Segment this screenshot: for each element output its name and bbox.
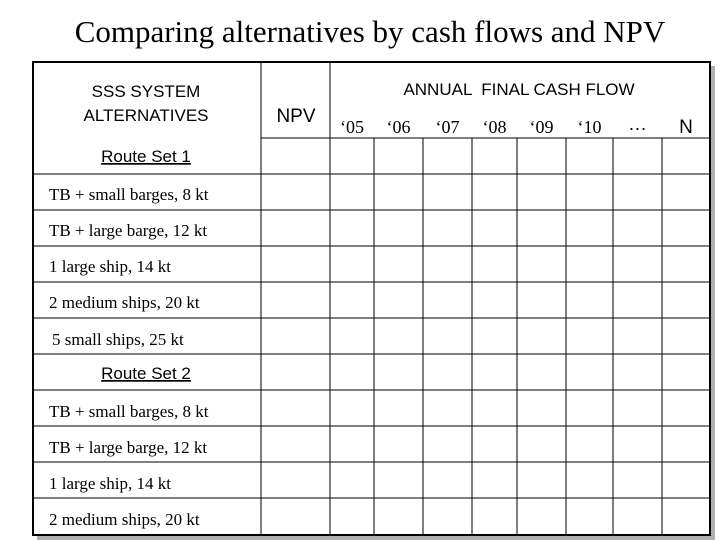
year-header-6: … (628, 114, 647, 134)
alternatives-header-line1: SSS SYSTEM (91, 82, 201, 101)
alternative-row-label: TB + small barges, 8 kt (49, 402, 209, 421)
year-header-4: ‘09 (529, 117, 554, 137)
route-set-1-label: Route Set 1 (101, 147, 191, 166)
cash-flow-header: ANNUAL FINAL CASH FLOW (403, 80, 635, 99)
alternative-row-label: TB + small barges, 8 kt (49, 185, 209, 204)
alternative-row-label: TB + large barge, 12 kt (49, 221, 208, 240)
alternative-row-label: 5 small ships, 25 kt (52, 330, 184, 349)
alternatives-header-line2: ALTERNATIVES (83, 106, 209, 125)
year-header-7: N (679, 117, 693, 138)
alternative-row-label: 2 medium ships, 20 kt (49, 293, 200, 312)
year-header-3: ‘08 (482, 117, 507, 137)
alternative-row-label: 2 medium ships, 20 kt (49, 510, 200, 529)
year-header-0: ‘05 (340, 117, 364, 137)
year-header-2: ‘07 (435, 117, 460, 137)
year-header-5: ‘10 (577, 117, 602, 137)
alternative-row-label: 1 large ship, 14 kt (49, 474, 171, 493)
slide-title: Comparing alternatives by cash flows and NPV (74, 14, 666, 49)
npv-header: NPV (276, 106, 316, 127)
alternative-row-label: TB + large barge, 12 kt (49, 438, 208, 457)
year-header-1: ‘06 (386, 117, 411, 137)
alternative-row-label: 1 large ship, 14 kt (49, 257, 171, 276)
route-set-2-label: Route Set 2 (101, 364, 191, 383)
